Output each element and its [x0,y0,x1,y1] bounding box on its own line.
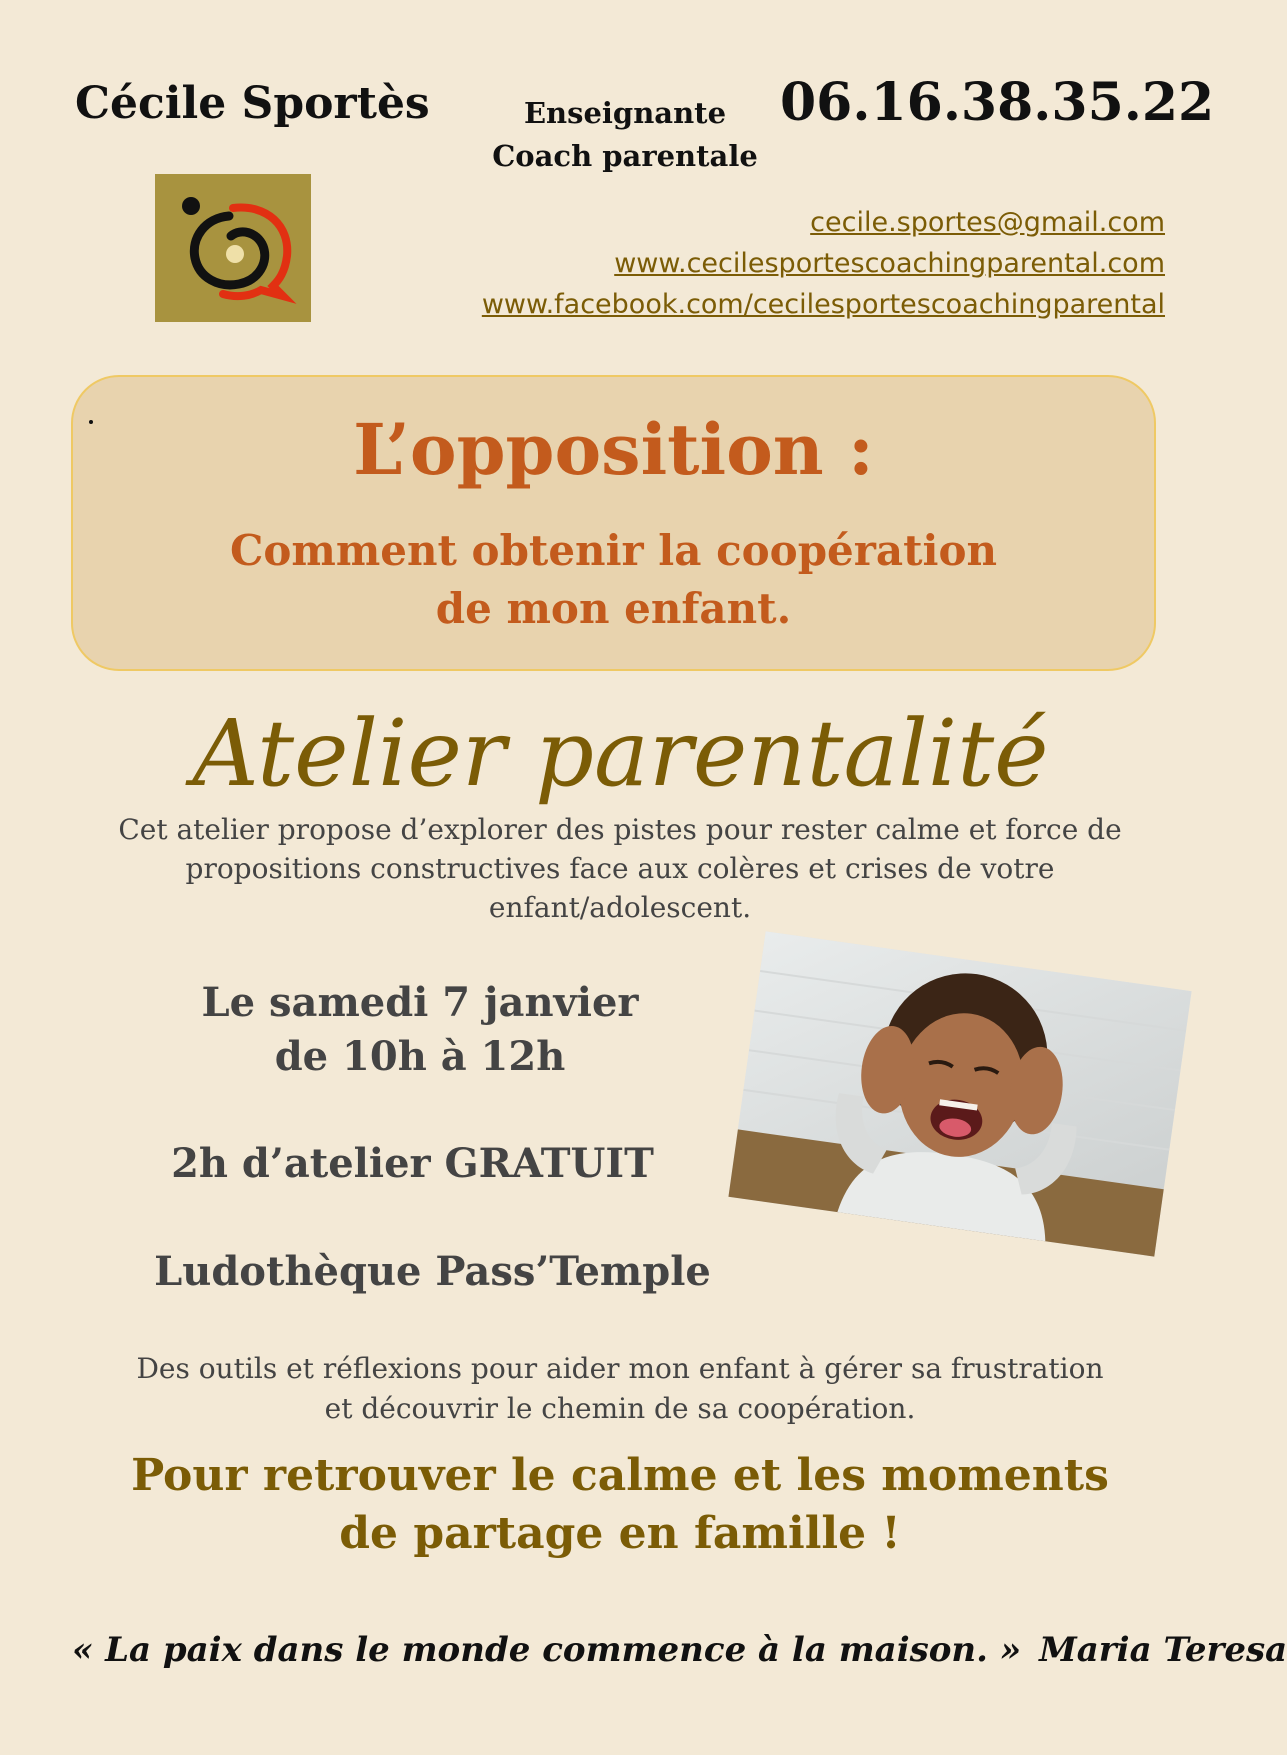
spiral-logo-icon [155,174,311,322]
intro-line-1: Cet atelier propose d’explorer des pistes pour rester calme et force de [118,813,1122,846]
role-teacher: Enseignante [523,96,727,130]
tools-line-1: Des outils et réflexions pour aider mon enfant à gérer sa frustration [136,1352,1104,1385]
subtitle-line-2: de mon enfant. [435,584,792,633]
author-roles [480,92,770,178]
email-link[interactable]: cecile.sportes@gmail.com [810,207,1165,238]
quote-text: « La paix dans le monde commence à la maison. » [72,1630,1022,1670]
tagline [60,1447,1180,1563]
screaming-child-photo [728,931,1191,1256]
event-date-line-2: de 10h à 12h [274,1033,566,1080]
contact-links [482,202,1165,325]
phone-number: 06.16.38.35.22 [780,72,1215,133]
tools-description [100,1349,1140,1429]
role-coach: Coach parentale [492,139,758,173]
atelier-intro [110,810,1130,927]
child-photo-icon [728,931,1191,1256]
author-name: Cécile Sportès [75,78,430,129]
intro-line-3: enfant/adolescent. [488,891,752,924]
event-date [140,976,700,1084]
quote [72,1630,1287,1670]
tagline-line-2: de partage en famille ! [339,1508,901,1559]
subtitle-line-1: Comment obtenir la coopération [229,526,998,575]
intro-line-2: propositions constructives face aux colères et crises de votre [185,852,1055,885]
subtitle [71,522,1156,638]
tagline-line-1: Pour retrouver le calme et les moments [131,1450,1109,1501]
event-free: 2h d’atelier GRATUIT [171,1140,654,1187]
logo-icon [155,174,311,322]
main-title: L’opposition : [353,408,874,491]
atelier-heading: Atelier parentalité [192,700,1049,807]
event-place: Ludothèque Pass’Temple [154,1248,711,1295]
facebook-link[interactable]: www.facebook.com/cecilesportescoachingparental [481,289,1165,320]
quote-author: Maria Teresa [1039,1630,1287,1670]
event-date-line-1: Le samedi 7 janvier [201,979,639,1026]
website-link[interactable]: www.cecilesportescoachingparental.com [614,248,1165,279]
tools-line-2: et découvrir le chemin de sa coopération. [324,1392,916,1425]
